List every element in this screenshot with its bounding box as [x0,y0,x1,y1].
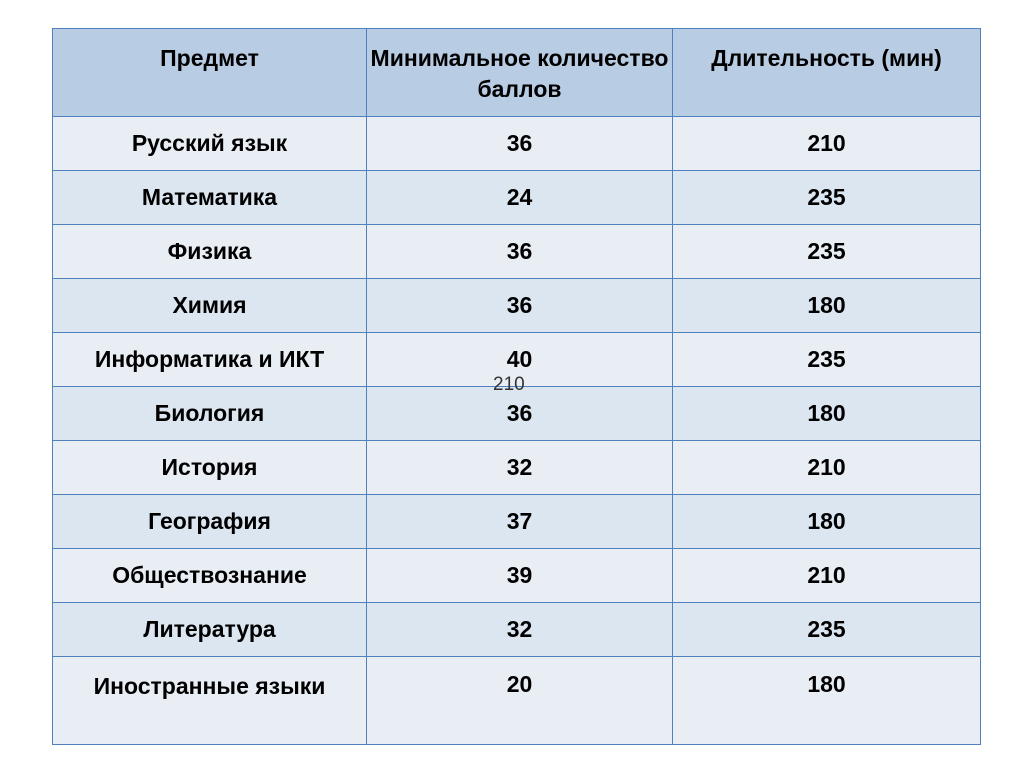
table-row [53,117,981,171]
cell-subject: Литература [53,603,367,657]
table-row [53,495,981,549]
cell-duration: 180 [673,657,981,745]
table-header [53,29,981,117]
cell-subject: Химия [53,279,367,333]
cell-subject: Физика [53,225,367,279]
cell-subject: География [53,495,367,549]
cell-duration: 180 [673,387,981,441]
header-subject: Предмет [53,29,367,117]
cell-duration: 180 [673,279,981,333]
cell-min-score: 36 [367,279,673,333]
cell-subject: История [53,441,367,495]
cell-min-score: 40 [367,333,673,387]
table-body [53,117,981,745]
cell-subject: Информатика и ИКТ [53,333,367,387]
cell-min-score: 36 [367,387,673,441]
cell-duration: 235 [673,171,981,225]
cell-min-score: 32 [367,603,673,657]
stray-text-label: 210 [493,374,525,395]
table-row [53,225,981,279]
cell-duration: 180 [673,495,981,549]
cell-min-score: 37 [367,495,673,549]
table-row [53,441,981,495]
cell-duration: 235 [673,603,981,657]
cell-min-score: 32 [367,441,673,495]
table-row [53,657,981,745]
table-row [53,549,981,603]
cell-subject: Математика [53,171,367,225]
cell-subject: Биология [53,387,367,441]
cell-subject: Русский язык [53,117,367,171]
header-min-score: Минимальное количество баллов [367,29,673,117]
table-row [53,279,981,333]
table-row [53,171,981,225]
cell-min-score: 36 [367,117,673,171]
cell-min-score: 39 [367,549,673,603]
cell-min-score: 20 [367,657,673,745]
cell-subject: Обществознание [53,549,367,603]
header-row [53,29,981,117]
cell-duration: 235 [673,333,981,387]
cell-duration: 235 [673,225,981,279]
table-row [53,603,981,657]
header-duration: Длительность (мин) [673,29,981,117]
cell-min-score: 36 [367,225,673,279]
cell-duration: 210 [673,441,981,495]
cell-duration: 210 [673,117,981,171]
cell-subject: Иностранные языки [53,657,367,745]
cell-min-score: 24 [367,171,673,225]
cell-duration: 210 [673,549,981,603]
